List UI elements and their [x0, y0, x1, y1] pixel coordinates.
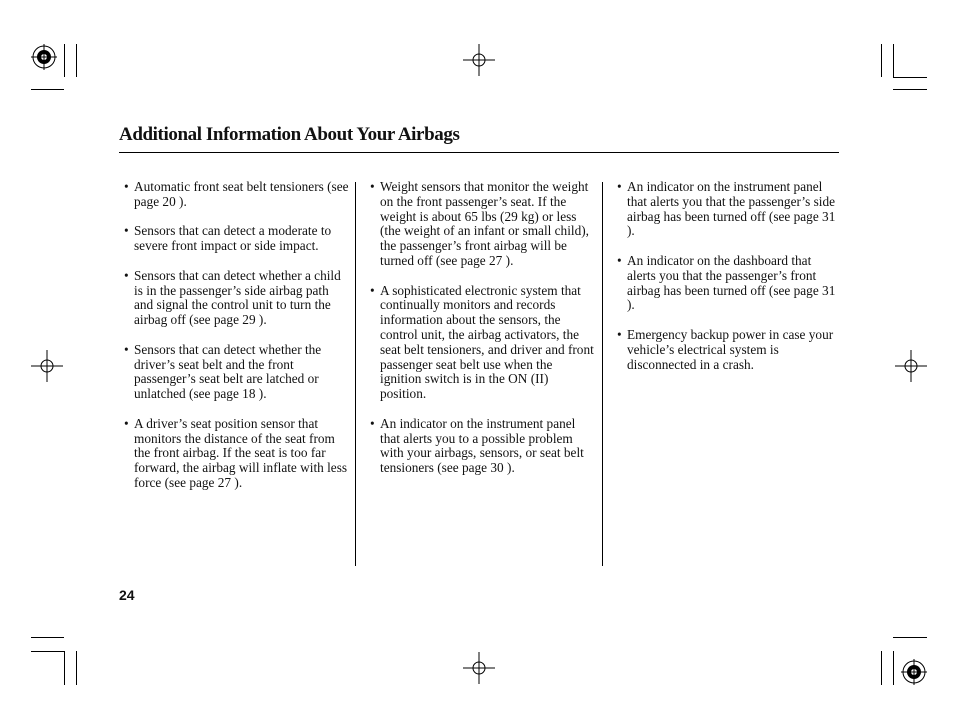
list-item [370, 417, 595, 476]
column-divider [602, 182, 603, 566]
bullet-icon: • [617, 326, 622, 342]
list-item [617, 180, 842, 239]
page-title: Additional Information About Your Airbags [119, 124, 460, 145]
list-item-text: A driver’s seat position sensor that monitors the distance of the seat from the front airbag. If the seat is too far forward, the airbag will inflate with less force (see page 27 ). [134, 415, 348, 490]
list-item [617, 328, 842, 372]
list-item-text: An indicator on the dashboard that alerts you that the passenger’s front airbag has been turned off (see page 31 ). [627, 252, 836, 313]
crosshair-icon [463, 44, 495, 76]
column-1 [124, 180, 349, 506]
list-item [370, 284, 595, 402]
bullet-icon: • [124, 267, 129, 283]
column-2 [370, 180, 595, 491]
crosshair-icon [463, 652, 495, 684]
list-item-text: Weight sensors that monitor the weight on the front passenger’s seat. If the weight is about 65 lbs (29 kg) or less (the weight of an infant or small child), the passenger’s front airbag will be turned off (see page 27 ). [380, 179, 589, 268]
list-item-text: Emergency backup power in case your vehicle’s electrical system is disconnected in a crash. [627, 326, 834, 372]
registration-target-icon [901, 659, 927, 685]
bullet-icon: • [124, 415, 129, 431]
list-item-text: An indicator on the instrument panel that alerts you that the passenger’s side airbag has been turned off (see page 31 ). [627, 179, 836, 239]
list-item-text: Sensors that can detect whether the driver’s seat belt and the front passenger’s seat belt are latched or unlatched (see page 18 ). [134, 341, 322, 402]
page-number: 24 [119, 587, 135, 603]
list-item [124, 269, 349, 328]
list-item [124, 417, 349, 491]
list-item [124, 224, 349, 254]
list-item-text: Sensors that can detect whether a child is in the passenger’s side airbag path and signal the control unit to turn the airbag off (see page 29 ). [134, 267, 341, 328]
list-item-text: An indicator on the instrument panel that alerts you to a possible problem with your airbags, sensors, or seat belt tensioners (see page 30 ). [380, 415, 584, 476]
column-divider [355, 182, 356, 566]
bullet-icon: • [617, 252, 622, 268]
list-item [370, 180, 595, 269]
crosshair-icon [31, 350, 63, 382]
bullet-icon: • [370, 179, 375, 194]
bullet-icon: • [124, 223, 129, 239]
crosshair-icon [895, 350, 927, 382]
title-rule [119, 152, 839, 153]
list-item-text: Automatic front seat belt tensioners (see page 20 ). [134, 179, 349, 209]
bullet-icon: • [370, 415, 375, 431]
bullet-icon: • [370, 282, 375, 298]
bullet-icon: • [124, 341, 129, 357]
bullet-icon: • [617, 179, 622, 194]
list-item [124, 343, 349, 402]
bullet-icon: • [124, 179, 129, 194]
list-item-text: Sensors that can detect a moderate to severe front impact or side impact. [134, 223, 332, 254]
list-item [124, 180, 349, 210]
list-item-text: A sophisticated electronic system that continually monitors and records information about the sensors, the control unit, the airbag activators, the seat belt tensioners, and driver and front passenger seat belt use when the ignition switch is in the ON (II) position. [380, 282, 594, 402]
registration-target-icon [31, 44, 57, 70]
list-item [617, 254, 842, 313]
column-3 [617, 180, 842, 387]
